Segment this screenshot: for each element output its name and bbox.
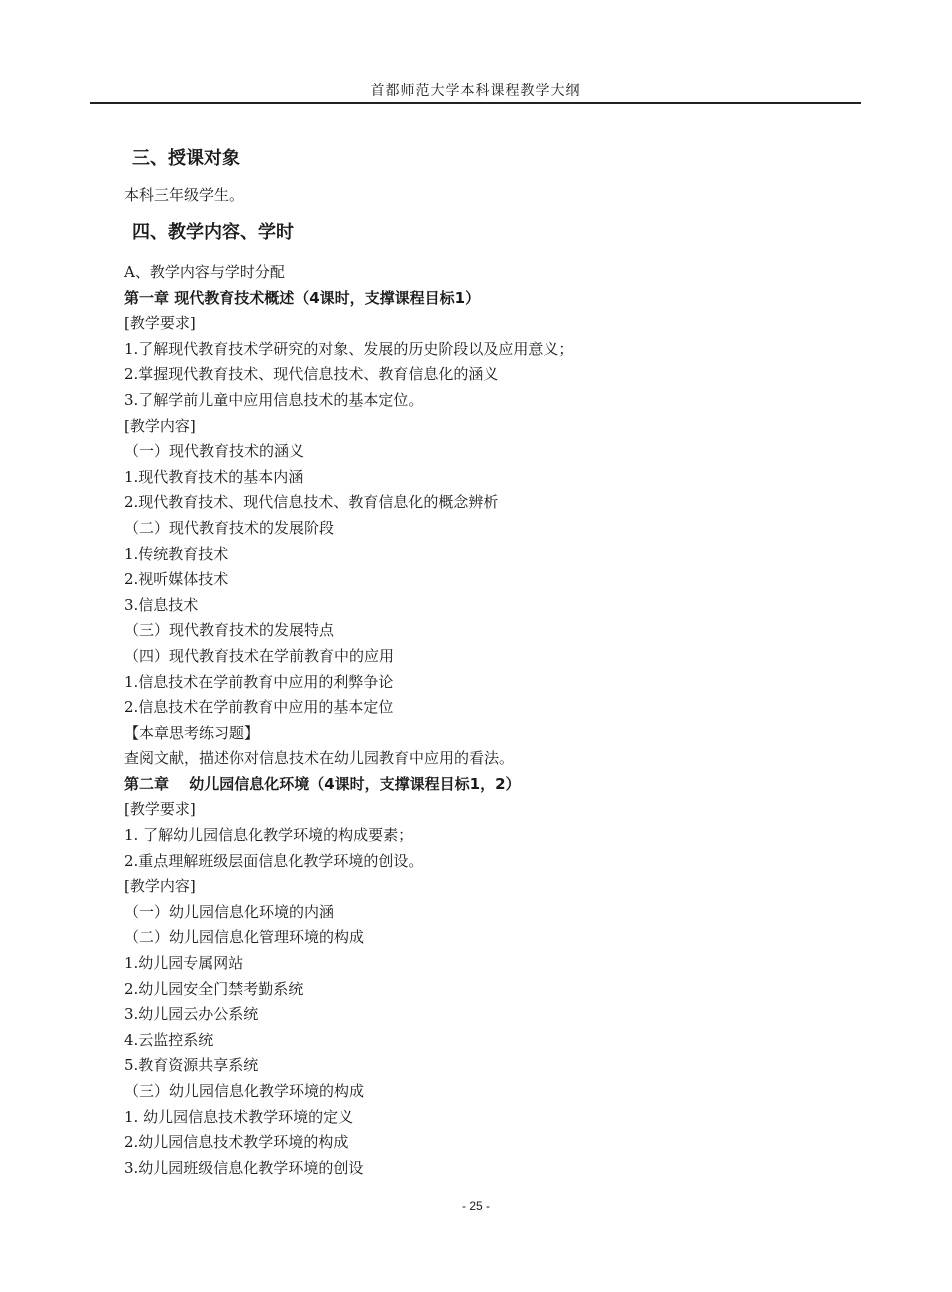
content-line: （三）幼儿园信息化教学环境的构成 — [124, 1082, 365, 1100]
content-line: [教学内容] — [124, 416, 196, 435]
content-line: 2.重点理解班级层面信息化教学环境的创设。 — [124, 851, 424, 870]
content-line: 1.了解现代教育技术学研究的对象、发展的历史阶段以及应用意义； — [124, 339, 574, 358]
content-line: 2.视听媒体技术 — [124, 570, 229, 589]
content-line: [教学内容] — [124, 877, 196, 896]
content-line: 1.幼儿园专属网站 — [124, 954, 244, 973]
content-list — [124, 260, 844, 1181]
content-line: （一）现代教育技术的涵义 — [124, 442, 305, 461]
section-title-content-hours: 四、教学内容、学时 — [132, 222, 294, 243]
content-line: （四）现代教育技术在学前教育中的应用 — [124, 646, 395, 665]
content-line: 3.幼儿园云办公系统 — [124, 1005, 259, 1024]
content-line: 2.幼儿园信息技术教学环境的构成 — [124, 1133, 349, 1152]
content-line: 1.传统教育技术 — [124, 544, 229, 563]
content-line: A、教学内容与学时分配 — [124, 263, 285, 281]
header-rule — [90, 102, 861, 104]
content-line: 3.信息技术 — [124, 595, 199, 614]
content-line: （二）现代教育技术的发展阶段 — [124, 518, 335, 537]
content-line: 【本章思考练习题】 — [124, 723, 260, 742]
content-line: 1.信息技术在学前教育中应用的利弊争论 — [124, 672, 394, 691]
content-line: 查阅文献，描述你对信息技术在幼儿园教育中应用的看法。 — [124, 749, 515, 768]
content-line: [教学要求] — [124, 800, 196, 819]
content-line: 2.掌握现代教育技术、现代信息技术、教育信息化的涵义 — [124, 365, 499, 384]
page-header: 首都师范大学本科课程教学大纲 — [370, 83, 581, 99]
section-title-audience: 三、授课对象 — [132, 148, 240, 169]
content-line: 1. 幼儿园信息技术教学环境的定义 — [124, 1107, 354, 1126]
content-line: 2.信息技术在学前教育中应用的基本定位 — [124, 698, 394, 717]
audience-text: 本科三年级学生。 — [124, 186, 245, 204]
content-line: 3.幼儿园班级信息化教学环境的创设 — [124, 1158, 364, 1177]
content-line: [教学要求] — [124, 314, 196, 333]
content-line: 3.了解学前儿童中应用信息技术的基本定位。 — [124, 390, 424, 409]
content-line: 1. 了解幼儿园信息化教学环境的构成要素； — [124, 826, 414, 845]
content-line: 5.教育资源共享系统 — [124, 1056, 259, 1075]
page-number: - 25 - — [461, 1199, 490, 1213]
chapter-heading: 第二章 幼儿园信息化环境（4课时，支撑课程目标1，2） — [124, 774, 521, 793]
content-line: （二）幼儿园信息化管理环境的构成 — [124, 928, 365, 947]
chapter-heading: 第一章 现代教育技术概述（4课时，支撑课程目标1） — [124, 288, 481, 307]
content-line: 4.云监控系统 — [124, 1030, 214, 1049]
content-line: （一）幼儿园信息化环境的内涵 — [124, 902, 335, 921]
content-line: 2.现代教育技术、现代信息技术、教育信息化的概念辨析 — [124, 493, 499, 512]
content-line: 1.现代教育技术的基本内涵 — [124, 467, 304, 486]
content-line: （三）现代教育技术的发展特点 — [124, 621, 335, 640]
content-line: 2.幼儿园安全门禁考勤系统 — [124, 979, 304, 998]
